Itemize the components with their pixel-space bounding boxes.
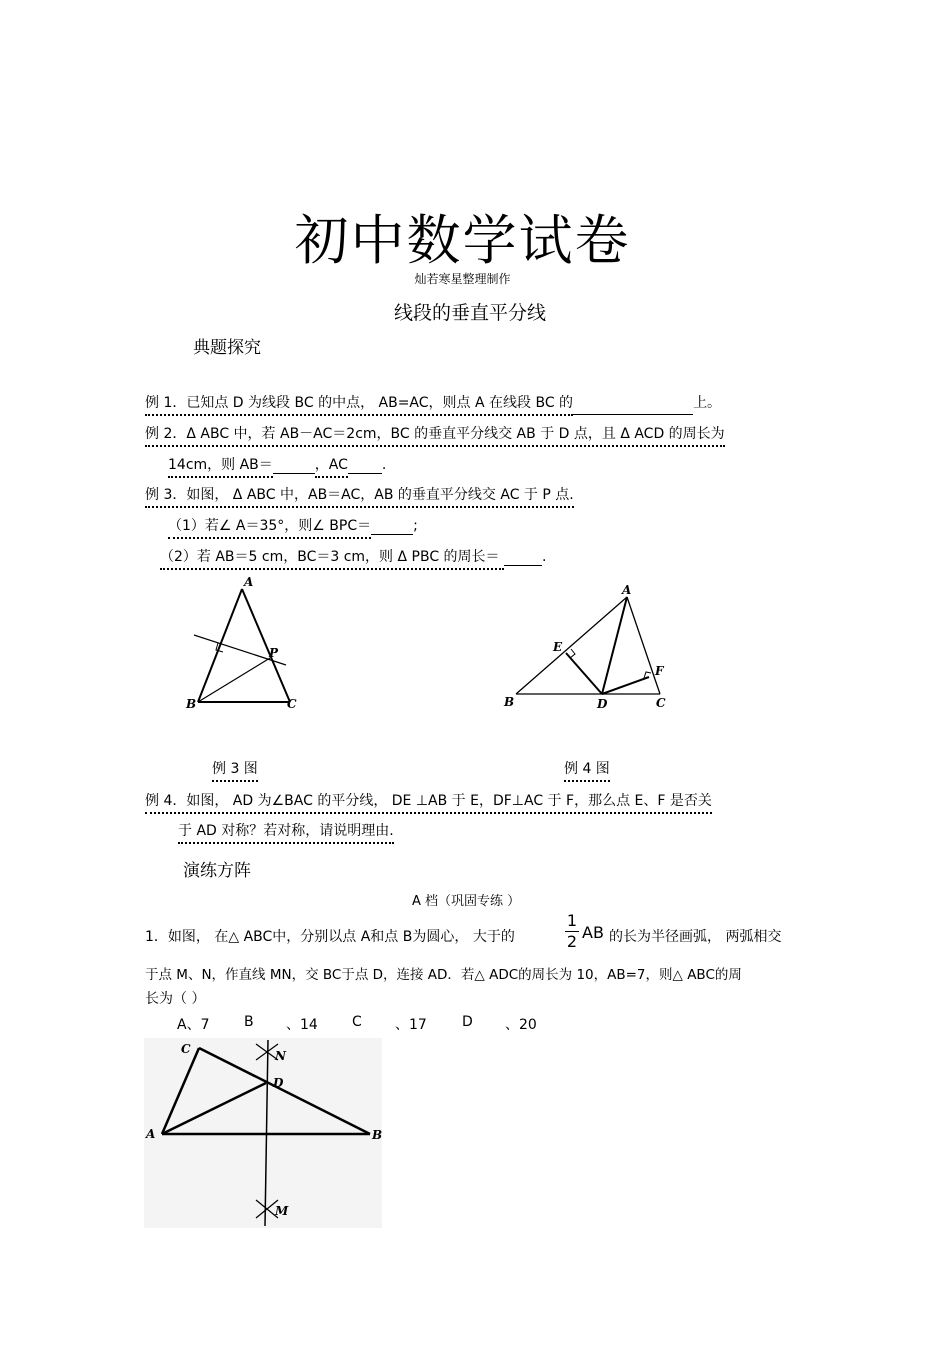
question-1-line-3: 长为（ ）: [145, 991, 206, 1007]
label-c: C: [656, 696, 666, 710]
answer-blank: [504, 549, 542, 566]
example-1-tail: 上。: [693, 395, 722, 411]
example-3-q2-end: .: [542, 549, 547, 565]
label-a: A: [146, 1127, 156, 1141]
answer-blank: [273, 457, 315, 474]
lesson-title: 线段的垂直平分线: [393, 302, 546, 324]
example-2-line-1: [145, 423, 725, 443]
label-f: F: [655, 664, 664, 678]
example-1-text: 例 1．已知点 D 为线段 BC 的中点， AB=AC，则点 A 在线段 BC 的: [145, 395, 573, 416]
fraction-one-half: [565, 912, 579, 951]
label-d: D: [273, 1076, 284, 1090]
label-b: B: [504, 695, 515, 709]
question-1-line-2: 于点 M、N，作直线 MN，交 BC于点 D，连接 AD．若△ ADC的周长为 10，AB=7，则△ ABC的周: [145, 967, 742, 983]
example-4-line-1: [145, 790, 712, 810]
example-3-text: 例 3．如图， Δ ABC 中，AB＝AC，AB 的垂直平分线交 AC 于 P 点.: [145, 487, 574, 508]
label-a: A: [622, 585, 632, 597]
option-c-letter: C: [352, 1014, 362, 1030]
example-2-line-2: [168, 454, 386, 474]
section-heading-practice: 演练方阵: [183, 861, 251, 881]
fraction-numerator: 1: [566, 911, 578, 930]
example-2-end: .: [381, 457, 387, 473]
example-3-q1-end: ;: [413, 518, 418, 534]
label-n: N: [275, 1049, 286, 1063]
example-4-line-2: [178, 820, 394, 840]
label-b: B: [372, 1128, 383, 1142]
example-1: [145, 392, 721, 415]
section-heading-examples: 典题探究: [193, 338, 261, 358]
example-3-line-1: [145, 484, 574, 504]
page-title: 初中数学试卷: [294, 209, 631, 272]
example-3-q1-text: （1）若∠ A＝35°，则∠ BPC＝: [168, 518, 371, 539]
label-b: B: [186, 697, 197, 711]
option-c-value: 、17: [395, 1017, 427, 1033]
example-3-q2-text: （2）若 AB＝5 cm，BC＝3 cm，则 Δ PBC 的周长＝: [160, 549, 504, 570]
answer-blank: [348, 457, 382, 474]
example-3-question-2: [160, 546, 546, 566]
question-1-ab: AB: [582, 923, 604, 942]
label-p: P: [269, 646, 279, 660]
example-4-text: 例 4．如图， AD 为∠BAC 的平分线， DE ⊥AB 于 E，DF⊥AC 于 F，那么点 E、F 是否关: [145, 793, 712, 814]
page-subtitle: 灿若寒星整理制作: [414, 272, 511, 286]
answer-blank: [371, 518, 413, 535]
level-a-label: A 档（巩固专练 ）: [412, 894, 521, 909]
option-d-value: 、20: [505, 1017, 537, 1033]
option-a: A、7: [177, 1017, 210, 1033]
example-3-question-1: [168, 515, 418, 535]
example-3-figure: [180, 575, 310, 720]
question-1-line-1a: 1．如图， 在△ ABC中，分别以点 A和点 B为圆心， 大于的: [145, 929, 515, 945]
label-d: D: [597, 697, 608, 711]
label-e: E: [553, 640, 563, 654]
option-d-letter: D: [462, 1014, 473, 1030]
figure-caption-example-3: 例 3 图: [212, 758, 258, 778]
label-m: M: [275, 1204, 289, 1218]
example-4-figure: [500, 585, 680, 715]
example-2-text-2: 14cm，则 AB＝: [168, 457, 273, 478]
label-c: C: [287, 697, 297, 711]
option-b-letter: B: [244, 1014, 254, 1030]
answer-blank: [573, 395, 693, 415]
figure-caption-example-4: 例 4 图: [564, 758, 610, 778]
fraction-denominator: 2: [566, 932, 578, 951]
option-b-value: 、14: [286, 1017, 318, 1033]
question-1-line-1c: 的长为半径画弧， 两弧相交: [609, 929, 782, 945]
example-2-mid: ，AC: [315, 457, 348, 478]
label-a: A: [244, 575, 254, 589]
example-4-text-2: 于 AD 对称？若对称，请说明理由.: [178, 823, 394, 844]
question-1-figure: [144, 1038, 384, 1228]
example-2-text: 例 2．Δ ABC 中，若 AB－AC＝2cm，BC 的垂直平分线交 AB 于 D 点，且 Δ ACD 的周长为: [145, 426, 725, 447]
label-c: C: [181, 1042, 191, 1056]
